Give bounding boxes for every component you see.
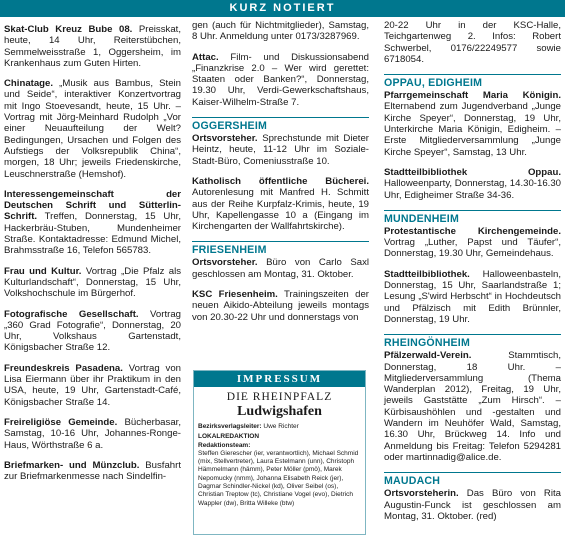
- notice-item: [384, 488, 561, 522]
- notice-head: Stadtteilbibliothek.: [384, 268, 470, 280]
- notice-body: Autorenlesung mit Manfred H. Schmitt aus der Reihe Kurpfalz-Krimis, heute, 19 Uhr, Kapellengasse 10 a (Eingang im Kirchengarten der Wallfahrtskirche).: [192, 187, 369, 233]
- column-3: [384, 20, 561, 531]
- notice-body: Sprechstunde mit Dieter Heintz, heute, 11-12 Uhr im Soziale-Stadt-Büro, Comeniusstraße 10.: [192, 133, 369, 167]
- editors-list: Steffen Gierescher (ier, verantwortlich), Michael Schmid (mix, Stellvertreter), Laura Estelmann (unn), Christoph Hämmelmann (hämm), Peter Möller (pmö), Marek Nepomucky (nmm), Johanna Elisabeth Reick (jer), Dagmar Schindler-Nickel (kd), Oliver Seibel (os), Christian Treptow (tc), Christiane Vogel (evo), Dietrich Wappler (dw), Britta Willeke (btw): [198, 449, 359, 507]
- notice-body: Das Büro von Rita Augustin-Funck ist geschlossen am Montag, 31. Oktober. (red): [384, 488, 561, 522]
- notice-head: Chinatage.: [4, 78, 54, 90]
- notice-item: [4, 363, 181, 408]
- column-2: [192, 20, 369, 332]
- notice-head: Freundeskreis Pasadena.: [4, 362, 123, 374]
- notice-body: Halloweenbasteln, Donnerstag, 15 Uhr, Saarlandstraße 1; Lesung „S'wird Herbscht“ in Hochdeutsch und Pfälzisch mit Edith Brünnler, Donnerstag, 19 Uhr.: [384, 268, 561, 325]
- edition-city: Ludwigshafen: [237, 404, 322, 419]
- notice-item: [384, 350, 561, 463]
- notice-item: [192, 133, 369, 167]
- notice-item: [384, 90, 561, 158]
- district-heading: MUNDENHEIM: [384, 210, 561, 225]
- notice-head: Interessengemeinschaft der Deutschen Schrift und Sütterlin-Schrift.: [4, 188, 181, 223]
- notice-head: Katholisch öffentliche Bücherei.: [192, 175, 369, 187]
- notice-item: [192, 257, 369, 280]
- notice-head: Ortsvorsteher.: [192, 257, 258, 269]
- notice-head: Fotografische Gesellschaft.: [4, 308, 139, 320]
- notice-body: Vortrag von Lisa Eiermann über ihr Praktikum in den USA, heute, 19 Uhr, Gartenstadt-Café, Königsbacher Straße 14.: [4, 362, 182, 408]
- notice-body: „Musik aus Bambus, Stein und Seide“, interaktiver Konzertvortrag mit Ingo Stoevesandt, heute, 15 Uhr. – Vortrag mit Jörg-Meinhard Rudolph „Vor einer Neuaufteilung der Welt? Bedingungen, Ursachen und Folgen des Aufstiegs der Volksrepublik China“, morgen, 18 Uhr; jeweils Friedenskirche, Leuschnerstraße (Hemshof).: [4, 78, 181, 180]
- notice-body: Halloweenparty, Donnerstag, 14.30-16.30 Uhr, Edigheimer Straße 34-36.: [384, 178, 561, 201]
- editors-label: Redaktionsteam:: [198, 441, 251, 449]
- notice-item: [384, 226, 561, 260]
- dept-label: LOKALREDAKTION: [198, 433, 260, 441]
- district-heading: OGGERSHEIM: [192, 117, 369, 132]
- manager-label: Bezirksverlagsleiter:: [198, 423, 262, 430]
- notice-head: Briefmarken- und Münzclub.: [4, 459, 140, 471]
- notice-item: [192, 289, 369, 323]
- notice-head: Ortsvorsteher.: [192, 133, 258, 145]
- notice-item: [192, 52, 369, 108]
- district-heading: FRIESENHEIM: [192, 241, 369, 256]
- notice-body: Vortrag „Luther, Papst und Täufer“, Donnerstag, 19.30 Uhr, Gemeindehaus.: [384, 237, 561, 260]
- notice-item: [4, 417, 181, 451]
- notice-head: Ortsvorsteherin.: [384, 488, 459, 500]
- notice-body: Film- und Diskussionsabend „Finanzkrise 2.0 – Wer wird gerettet: Staaten oder Banken?“, Donnerstag, 19.30 Uhr, Verdi-Gewerkschaftshaus, Kaiser-Wilhelm-Straße 7.: [192, 51, 369, 108]
- publication-name: DIE RHEINPFALZ: [226, 391, 333, 403]
- manager-line: [198, 423, 361, 431]
- notice-item: [384, 269, 561, 325]
- notice-item: [4, 309, 181, 354]
- notice-item: [4, 78, 181, 180]
- notice-head: Pfarrgemeinschaft Maria Königin.: [384, 90, 561, 102]
- notice-body: Vortrag „Die Pfalz als Kulturlandschaft“, Donnerstag, 15 Uhr, Volkshochschule im Bürgerhof.: [4, 265, 181, 300]
- notice-item: [192, 176, 369, 232]
- notice-body: Busfahrt zur Briefmarkenmesse nach Sindelfin-: [4, 459, 181, 483]
- notice-head: Protestantische Kirchengemeinde.: [384, 225, 561, 237]
- notice-head: Pfälzerwald-Verein.: [384, 350, 472, 362]
- notice-item: [4, 24, 181, 69]
- notice-item: [384, 20, 561, 65]
- notice-head: KSC Friesenheim.: [192, 289, 278, 301]
- notice-body: 20-22 Uhr in der KSC-Halle, Teichgartenweg 2. Infos: Robert Schwerbel, 0176/22249577 sowie 6718054.: [384, 20, 561, 65]
- manager-name: Uwe Richter: [261, 423, 299, 430]
- district-heading: MAUDACH: [384, 472, 561, 487]
- notice-body: Bücherbasar, Samstag, 10-16 Uhr, Johannes-Ronge-Haus, Wörthstraße 6 a.: [4, 416, 181, 451]
- notice-body: Elternabend zum Jugendverband „Junge Kirche Speyer“, Donnerstag, 19 Uhr, Unterkirche Maria Königin, Edigheim. – Erste Mitgliederversammlung „Junge Kirche Speyer“, Samstag, 13 Uhr.: [384, 101, 561, 158]
- notice-head: Freireligiöse Gemeinde.: [4, 416, 118, 428]
- impressum-details: [194, 423, 365, 508]
- district-heading: OPPAU, EDIGHEIM: [384, 74, 561, 89]
- notice-body: Büro von Carlo Saxl geschlossen am Montag, 31. Oktober.: [192, 257, 369, 280]
- notice-item: [384, 167, 561, 201]
- notice-body: gen (auch für Nichtmitglieder), Samstag, 8 Uhr. Anmeldung unter 0173/3287969.: [192, 20, 369, 43]
- district-heading: RHEINGÖNHEIM: [384, 334, 561, 349]
- notice-item: [4, 460, 181, 483]
- notice-body: Preisskat, heute, 14 Uhr, Reiterstübchen, Semmelweisstraße 1, Oggersheim, im Krankenhaus zum Guten Hirten.: [4, 24, 181, 69]
- notice-body: Stammtisch, Donnerstag, 18 Uhr. – Mitgliederversammlung (Thema Wanderplan 2012), Freitag, 19 Uhr, jeweils Gaststätte „Zum Hirsch“. – Kürbisaushöhlen und -gestalten und Wandern im Neuhöfer Wald, Samstag, 16.30 Uhr, Brückweg 14. Info und Anmeldung bis Freitag: Telefon 5294281 oder martinnadig@alice.de.: [384, 350, 561, 463]
- notice-head: Attac.: [192, 51, 219, 63]
- notice-item: [4, 266, 181, 300]
- notice-head: Frau und Kultur.: [4, 265, 82, 277]
- impressum-box: [193, 370, 366, 535]
- notice-head: Stadtteilbibliothek Oppau.: [384, 166, 561, 178]
- column-1: [4, 24, 181, 491]
- notice-body: Treffen, Donnerstag, 15 Uhr, Hackerbräu-Stuben, Mundenheimer Straße. Kontaktadresse: Edmund Michel, Brahmsstraße 16, Telefon 565783.: [4, 211, 181, 257]
- notice-head: Skat-Club Kreuz Bube 08.: [4, 24, 133, 35]
- notice-item: [192, 20, 369, 43]
- notice-item: [4, 189, 181, 257]
- section-banner: KURZ NOTIERT: [0, 0, 565, 17]
- impressum-title: IMPRESSUM: [194, 371, 365, 387]
- notice-body: Trainingszeiten der neuen Aikido-Abteilung jeweils montags von 20.30-22 Uhr und donnerstags von: [192, 289, 369, 323]
- notice-body: Vortrag „360 Grad Fotografie“, Donnerstag, 20 Uhr, Volkshaus Gartenstadt, Königsbacher Straße 12.: [4, 308, 181, 354]
